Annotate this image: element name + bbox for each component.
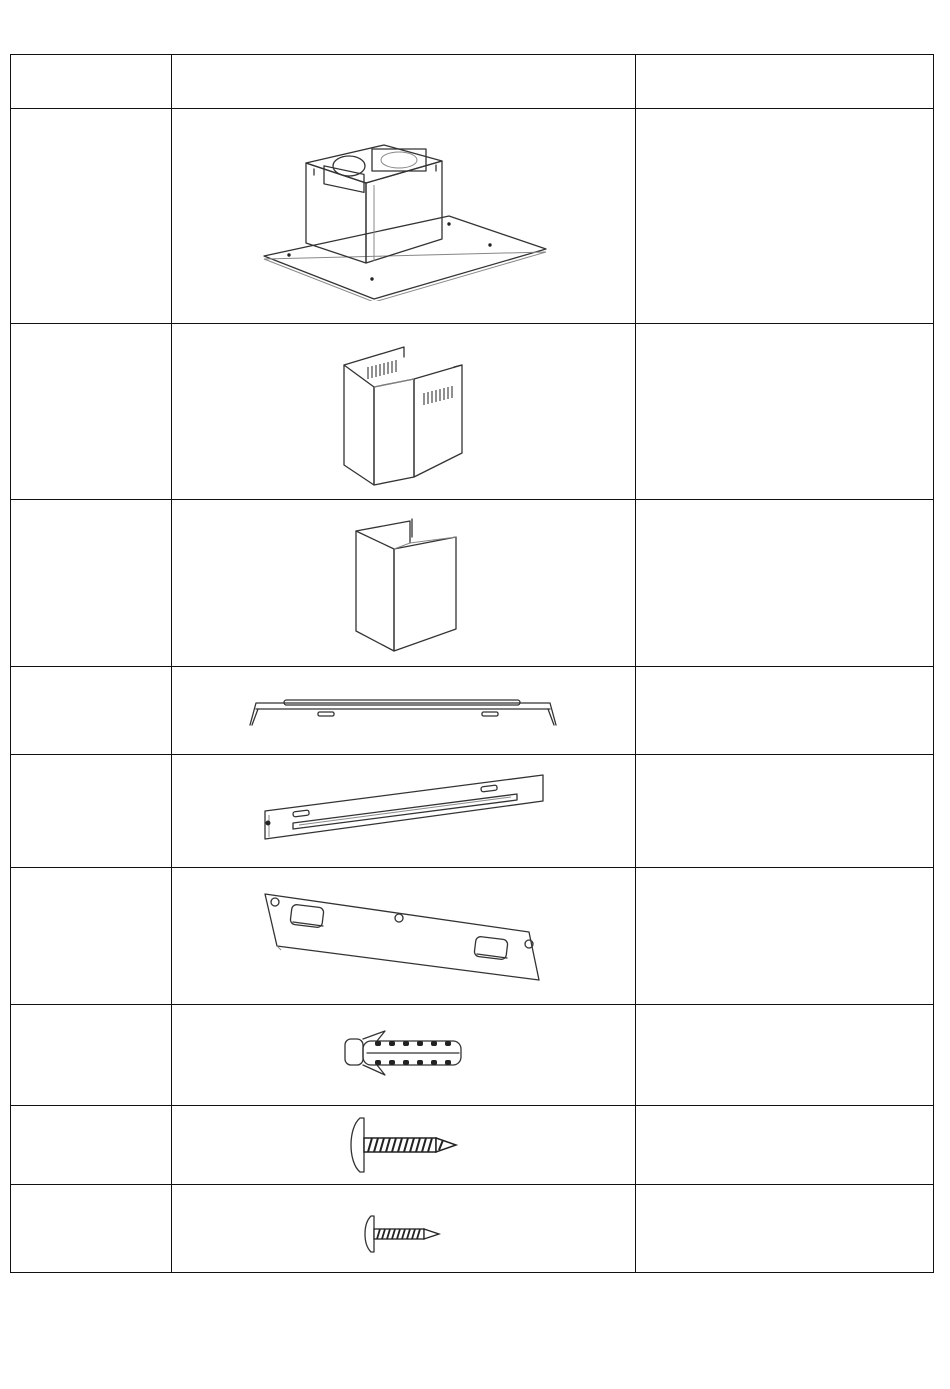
row-cell-image xyxy=(172,1185,636,1273)
row-cell-label xyxy=(11,868,172,1005)
header-cell-2 xyxy=(172,55,636,109)
table-row xyxy=(11,1005,934,1106)
row-cell-label xyxy=(11,500,172,667)
row-cell-label xyxy=(11,109,172,324)
table-row xyxy=(11,1106,934,1185)
row-cell-label xyxy=(11,324,172,500)
row-cell-desc xyxy=(636,667,934,755)
row-cell-label xyxy=(11,755,172,868)
row-cell-image xyxy=(172,324,636,500)
row-cell-desc xyxy=(636,1005,934,1106)
row-cell-label xyxy=(11,1005,172,1106)
row-cell-label xyxy=(11,1106,172,1185)
row-cell-desc xyxy=(636,109,934,324)
upper-chimney-cover-icon xyxy=(334,337,474,487)
row-cell-image xyxy=(172,1106,636,1185)
lower-chimney-cover-icon xyxy=(344,513,464,653)
table-row xyxy=(11,755,934,868)
table-row xyxy=(11,500,934,667)
row-cell-desc xyxy=(636,500,934,667)
row-cell-label xyxy=(11,1185,172,1273)
large-screw-icon xyxy=(344,1114,464,1176)
parts-table xyxy=(10,54,934,1273)
table-header-row xyxy=(11,55,934,109)
row-cell-image xyxy=(172,1005,636,1106)
wall-mounting-plate-icon xyxy=(259,888,549,984)
base-plate-motor-housing-icon xyxy=(254,131,554,301)
table-row xyxy=(11,1185,934,1273)
table-row xyxy=(11,868,934,1005)
row-cell-desc xyxy=(636,1106,934,1185)
wall-plug-icon xyxy=(339,1027,469,1083)
row-cell-desc xyxy=(636,868,934,1005)
row-cell-image xyxy=(172,667,636,755)
row-cell-image xyxy=(172,868,636,1005)
small-screw-icon xyxy=(359,1212,449,1256)
slotted-mounting-strip-icon xyxy=(259,771,549,851)
row-cell-image xyxy=(172,755,636,868)
header-cell-1 xyxy=(11,55,172,109)
header-cell-3 xyxy=(636,55,934,109)
chimney-bracket-icon xyxy=(244,689,564,733)
row-cell-desc xyxy=(636,1185,934,1273)
row-cell-image xyxy=(172,109,636,324)
table-row xyxy=(11,667,934,755)
table-row xyxy=(11,324,934,500)
table-row xyxy=(11,109,934,324)
row-cell-image xyxy=(172,500,636,667)
row-cell-desc xyxy=(636,324,934,500)
row-cell-desc xyxy=(636,755,934,868)
row-cell-label xyxy=(11,667,172,755)
